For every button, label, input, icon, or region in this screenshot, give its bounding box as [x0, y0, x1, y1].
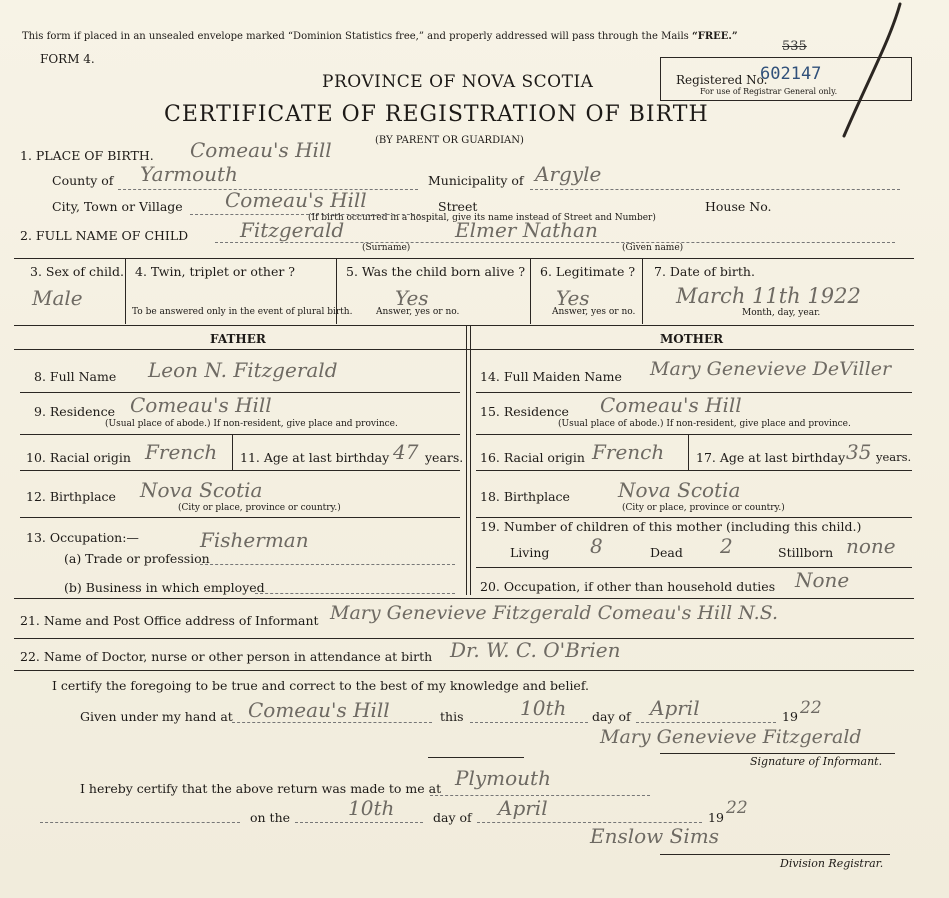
given-day-line — [470, 722, 588, 723]
province-title: PROVINCE OF NOVA SCOTIA — [322, 72, 594, 92]
father-birthplace-note: (City or place, province or country.) — [178, 503, 341, 513]
mother-occupation: None — [795, 568, 850, 592]
mother-residence-label: 15. Residence — [480, 404, 569, 419]
mother-years: years. — [876, 450, 912, 464]
informant-label: 21. Name and Post Office address of Informant — [20, 613, 319, 628]
father-residence: Comeau's Hill — [130, 393, 272, 417]
father-racial-label: 10. Racial origin — [26, 450, 131, 465]
mother-age-label: 17. Age at last birthday — [696, 450, 846, 465]
registrar-year: 22 — [726, 798, 748, 818]
free-label: “FREE.” — [692, 31, 738, 42]
dead-label: Dead — [650, 545, 683, 560]
mother-name-label: 14. Full Maiden Name — [480, 369, 622, 384]
signature-caption: Signature of Informant. — [750, 755, 883, 768]
certificate-subtitle: (BY PARENT OR GUARDIAN) — [375, 135, 524, 146]
legitimate-note: Answer, yes or no. — [552, 307, 636, 317]
registered-number: 602147 — [760, 64, 822, 84]
registrar-day-of: day of — [433, 810, 472, 825]
stillborn-label: Stillborn — [778, 545, 834, 560]
this-label: this — [440, 709, 464, 724]
mail-notice-text: This form if placed in an unsealed envelope marked “Dominion Statistics free,” and properly addressed will pass through the Mails — [22, 31, 689, 42]
county-value: Yarmouth — [140, 162, 238, 186]
year-prefix: 19 — [782, 709, 798, 724]
registrar-day-line — [295, 822, 423, 823]
mother-heading: MOTHER — [660, 332, 724, 346]
mother-row-rule-4 — [476, 517, 912, 518]
parents-top-rule — [14, 325, 914, 326]
street-label: Street — [438, 199, 478, 214]
business-label: (b) Business in which employed — [64, 580, 265, 595]
mother-birthplace: Nova Scotia — [618, 478, 741, 502]
informant-top-rule — [14, 598, 914, 599]
father-years: years. — [425, 450, 464, 465]
given-month: April — [650, 696, 700, 720]
dead-value: 2 — [720, 534, 733, 558]
signature-short-rule — [428, 757, 524, 758]
struck-number: 535 — [782, 39, 807, 54]
trade-label: (a) Trade or profession — [64, 551, 210, 566]
informant-signature: Mary Genevieve Fitzgerald — [600, 726, 862, 748]
row3-divider-1 — [125, 258, 126, 324]
form-number: FORM 4. — [40, 52, 95, 66]
child-surname: Fitzgerald — [240, 218, 345, 242]
child-name-line — [215, 242, 895, 243]
mail-notice — [22, 32, 738, 42]
mother-racial-label: 16. Racial origin — [480, 450, 585, 465]
signature-line — [660, 753, 895, 754]
child-given-name: Elmer Nathan — [455, 218, 598, 242]
municipality-value: Argyle — [535, 162, 602, 186]
registrar-note: For use of Registrar General only. — [700, 87, 838, 96]
registrar-statement: I hereby certify that the above return was made to me at — [80, 781, 442, 796]
father-name: Leon N. Fitzgerald — [148, 358, 338, 382]
mother-abode-note: (Usual place of abode.) If non-resident, give place and province. — [558, 419, 851, 429]
mother-age-divider — [688, 434, 689, 470]
father-row-rule-4 — [20, 517, 460, 518]
legitimate-value: Yes — [556, 286, 590, 310]
alive-note: Answer, yes or no. — [376, 307, 460, 317]
sex-value: Male — [32, 286, 83, 310]
place-label: 1. PLACE OF BIRTH. — [20, 148, 154, 163]
stillborn-value: none — [846, 534, 896, 558]
mother-name: Mary Genevieve DeViller — [650, 358, 892, 380]
row3-divider-3 — [530, 258, 531, 324]
father-abode-note: (Usual place of abode.) If non-resident, give place and province. — [105, 419, 398, 429]
twin-note: To be answered only in the event of plural birth. — [132, 307, 353, 317]
father-age-divider — [232, 434, 233, 470]
given-day: 10th — [520, 696, 567, 720]
mother-row-rule-2 — [476, 434, 912, 435]
mother-racial: French — [592, 440, 665, 464]
living-value: 8 — [590, 534, 603, 558]
registered-label: Registered No. — [676, 73, 768, 87]
given-under-label: Given under my hand at — [80, 709, 233, 724]
row3-divider-4 — [642, 258, 643, 324]
father-occupation-label: 13. Occupation:— — [26, 530, 139, 545]
cert-statement: I certify the foregoing to be true and correct to the best of my knowledge and belief. — [52, 678, 589, 693]
mother-age: 35 — [846, 440, 872, 464]
mother-row-rule-3 — [476, 470, 912, 471]
county-label: County of — [52, 173, 114, 188]
legitimate-label: 6. Legitimate ? — [540, 264, 636, 279]
mother-birthplace-note: (City or place, province or country.) — [622, 503, 785, 513]
mother-residence: Comeau's Hill — [600, 393, 742, 417]
business-line — [255, 593, 455, 594]
city-value: Comeau's Hill — [225, 188, 367, 212]
house-label: House No. — [705, 199, 772, 214]
certification-top-rule — [14, 670, 914, 671]
pen-stroke-mark — [838, 0, 908, 140]
alive-label: 5. Was the child born alive ? — [346, 264, 526, 279]
given-place-line — [232, 722, 432, 723]
mother-birthplace-label: 18. Birthplace — [480, 489, 570, 504]
given-year: 22 — [800, 698, 822, 718]
date-note: Month, day, year. — [742, 308, 821, 318]
mother-occupation-label: 20. Occupation, if other than household duties — [480, 579, 776, 594]
father-row-rule-3 — [20, 470, 460, 471]
surname-caption: (Surname) — [362, 243, 411, 253]
children-label: 19. Number of children of this mother (including this child.) — [480, 519, 862, 534]
alive-value: Yes — [395, 286, 429, 310]
parents-divider-2 — [470, 325, 471, 595]
father-age: 47 — [393, 440, 419, 464]
municipality-label: Municipality of — [428, 173, 524, 188]
father-birthplace-label: 12. Birthplace — [26, 489, 116, 504]
certificate-title: CERTIFICATE OF REGISTRATION OF BIRTH — [164, 102, 709, 127]
registrar-signature: Enslow Sims — [590, 824, 719, 848]
doctor-label: 22. Name of Doctor, nurse or other person in attendance at birth — [20, 649, 433, 664]
municipality-line — [530, 189, 900, 190]
registrar-place: Plymouth — [455, 766, 551, 790]
doctor-value: Dr. W. C. O'Brien — [450, 638, 621, 662]
given-place: Comeau's Hill — [248, 698, 390, 722]
row3-top-rule — [14, 258, 914, 259]
given-caption: (Given name) — [622, 243, 684, 253]
trade-line — [200, 564, 455, 565]
father-residence-label: 9. Residence — [34, 404, 115, 419]
child-name-label: 2. FULL NAME OF CHILD — [20, 228, 189, 243]
place-value: Comeau's Hill — [190, 138, 332, 162]
hospital-note: (If birth occurred in a hospital, give its name instead of Street and Number) — [308, 213, 656, 223]
registrar-year-prefix: 19 — [708, 810, 724, 825]
twin-label: 4. Twin, triplet or other ? — [135, 264, 295, 279]
date-value: March 11th 1922 — [676, 284, 861, 308]
father-name-label: 8. Full Name — [34, 369, 117, 384]
registrar-leading-line — [40, 822, 240, 823]
father-birthplace: Nova Scotia — [140, 478, 263, 502]
date-label: 7. Date of birth. — [654, 264, 755, 279]
registrar-month: April — [498, 796, 548, 820]
registrar-day: 10th — [348, 796, 395, 820]
living-label: Living — [510, 545, 550, 560]
father-age-label: 11. Age at last birthday — [240, 450, 390, 465]
informant-value: Mary Genevieve Fitzgerald Comeau's Hill N.S. — [330, 602, 779, 624]
day-of-label: day of — [592, 709, 631, 724]
registrar-signature-line — [660, 854, 890, 855]
parents-divider — [466, 325, 467, 595]
parents-heading-rule — [14, 349, 914, 350]
on-the-label: on the — [250, 810, 291, 825]
father-occupation: Fisherman — [200, 528, 309, 552]
father-row-rule-2 — [20, 434, 460, 435]
father-heading: FATHER — [210, 332, 266, 346]
father-racial: French — [145, 440, 218, 464]
given-month-line — [636, 722, 776, 723]
city-label: City, Town or Village — [52, 199, 183, 214]
sex-label: 3. Sex of child. — [30, 264, 125, 279]
registrar-month-line — [477, 822, 702, 823]
registrar-caption: Division Registrar. — [780, 857, 884, 870]
